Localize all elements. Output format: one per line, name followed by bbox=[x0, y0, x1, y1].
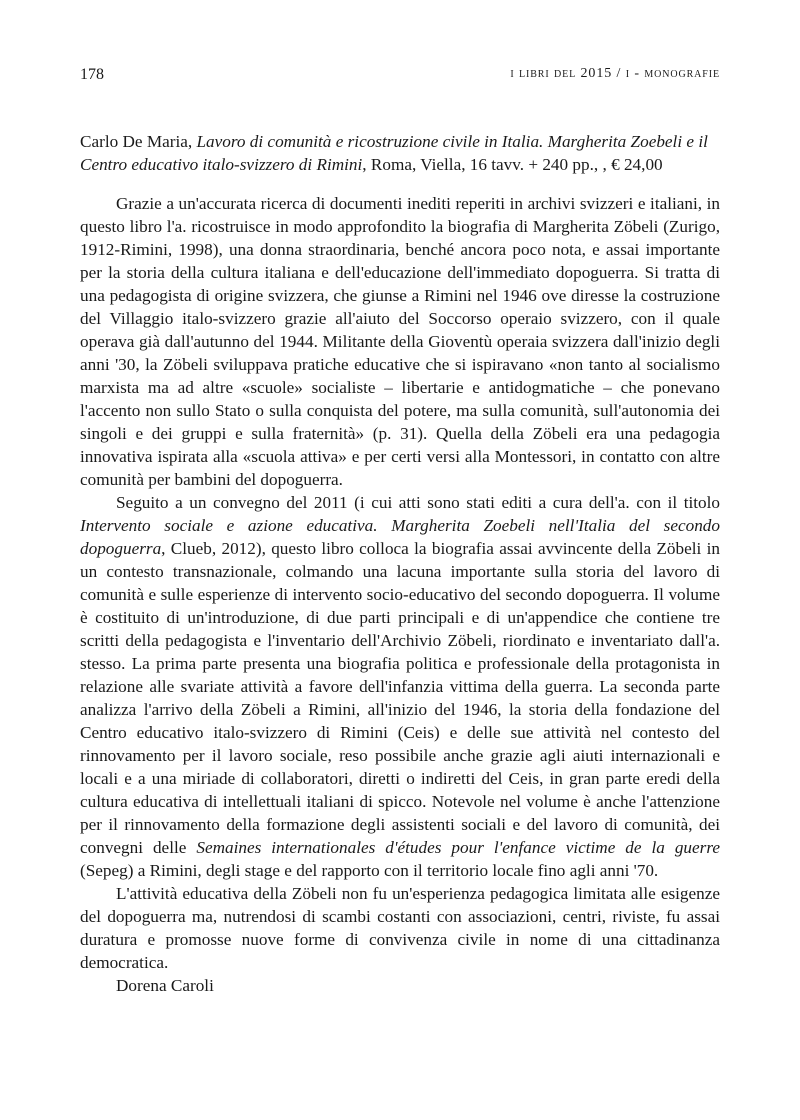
book-citation bbox=[80, 130, 720, 176]
paragraph-2-text-b: , Clueb, 2012), questo libro colloca la biografia assai avvincente della Zöbeli in un contesto transnazionale, colmando una lacuna importante sulla storia del lavoro di comunità e sulle esperienze di intervento socio-educativo del secondo dopoguerra. Il volume è costituito di un'introduzione, di due parti principali e di un'appendice che contiene tre scritti della pedagogista e l'inventario dell'Archivio Zöbeli, riordinato e inventariato dall'a. stesso. La prima parte presenta una biografia politica e professionale della protagonista in relazione alle svariate attività a favore dell'infanzia vittima della guerra. La seconda parte analizza l'arrivo della Zöbeli a Rimini, all'inizio del 1946, la storia della fondazione del Centro educativo italo-svizzero di Rimini (Ceis) e delle sue attività nel contesto del rinnovamento per il lavoro sociale, reso possibile anche grazie agli aiuti internazionali e locali e a una miriade di collaboratori, diretti o indiretti del Ceis, in gran parte eredi della cultura educativa di intellettuali italiani di spicco. Notevole nel volume è anche l'attenzione per il rinnovamento della formazione degli assistenti sociali e del lavoro di comunità, dei convegni delle bbox=[80, 539, 720, 857]
paragraph-3: L'attività educativa della Zöbeli non fu un'esperienza pedagogica limitata alle esigenze del dopoguerra ma, nutrendosi di scambi costanti con associazioni, centri, riviste, fu assai duratura e promosse nuove forme di convivenza civile in nome di una cittadinanza democratica. bbox=[80, 884, 720, 972]
citation-details: , Roma, Viella, 16 tavv. + 240 pp., , € 24,00 bbox=[362, 155, 663, 174]
paragraph-2-text-a: Seguito a un convegno del 2011 (i cui atti sono stati editi a cura dell'a. con il titolo bbox=[116, 493, 720, 512]
paragraph-2 bbox=[80, 491, 720, 882]
citation-author: Carlo De Maria, bbox=[80, 132, 197, 151]
running-head: i libri del 2015 / i - monografie bbox=[510, 66, 720, 81]
citation-title: Lavoro di comunità e ricostruzione civile in Italia. Margherita Zoebeli e il Centro educativo italo-svizzero di Rimini bbox=[80, 132, 708, 174]
page-number: 178 bbox=[80, 66, 104, 83]
review-body bbox=[80, 192, 720, 997]
paragraph-2-title: Intervento sociale e azione educativa. Margherita Zoebeli nell'Italia del secondo dopoguerra bbox=[80, 516, 720, 558]
paragraph-2-title-2: Semaines internationales d'études pour l'enfance victime de la guerre bbox=[196, 838, 720, 857]
paragraph-1: Grazie a un'accurata ricerca di documenti inediti reperiti in archivi svizzeri e italiani, in questo libro l'a. ricostruisce in modo approfondito la biografia di Margherita Zöbeli (Zurigo, 1912-Rimini, 1998), una donna straordinaria, benché ancora poco nota, e assai importante per la storia della cultura italiana e dell'educazione dell'immediato dopoguerra. Si tratta di una pedagogista di origine svizzera, che giunse a Rimini nel 1946 ove diresse la costruzione del Villaggio italo-svizzero grazie all'aiuto del Soccorso operaio svizzero, con il quale operava già dall'autunno del 1944. Militante della Gioventù operaia svizzera dall'inizio degli anni '30, la Zöbeli sviluppava pratiche educative che si ispiravano «non tanto al socialismo marxista ma ad altre «scuole» socialiste – libertarie e antidogmatiche – che ponevano l'accento non sullo Stato o sulla conquista del potere, ma sulla comunità, sull'autonomia dei singoli e dei gruppi e sulla fraternità» (p. 31). Quella della Zöbeli era una pedagogia innovativa ispirata alla «scuola attiva» e per certi versi alla Montessori, in contatto con altre comunità per bambini del dopoguerra. bbox=[80, 194, 720, 489]
paragraph-2-text-c: (Sepeg) a Rimini, degli stage e del rapporto con il territorio locale fino agli anni '70. bbox=[80, 861, 659, 880]
review-author: Dorena Caroli bbox=[116, 976, 214, 995]
